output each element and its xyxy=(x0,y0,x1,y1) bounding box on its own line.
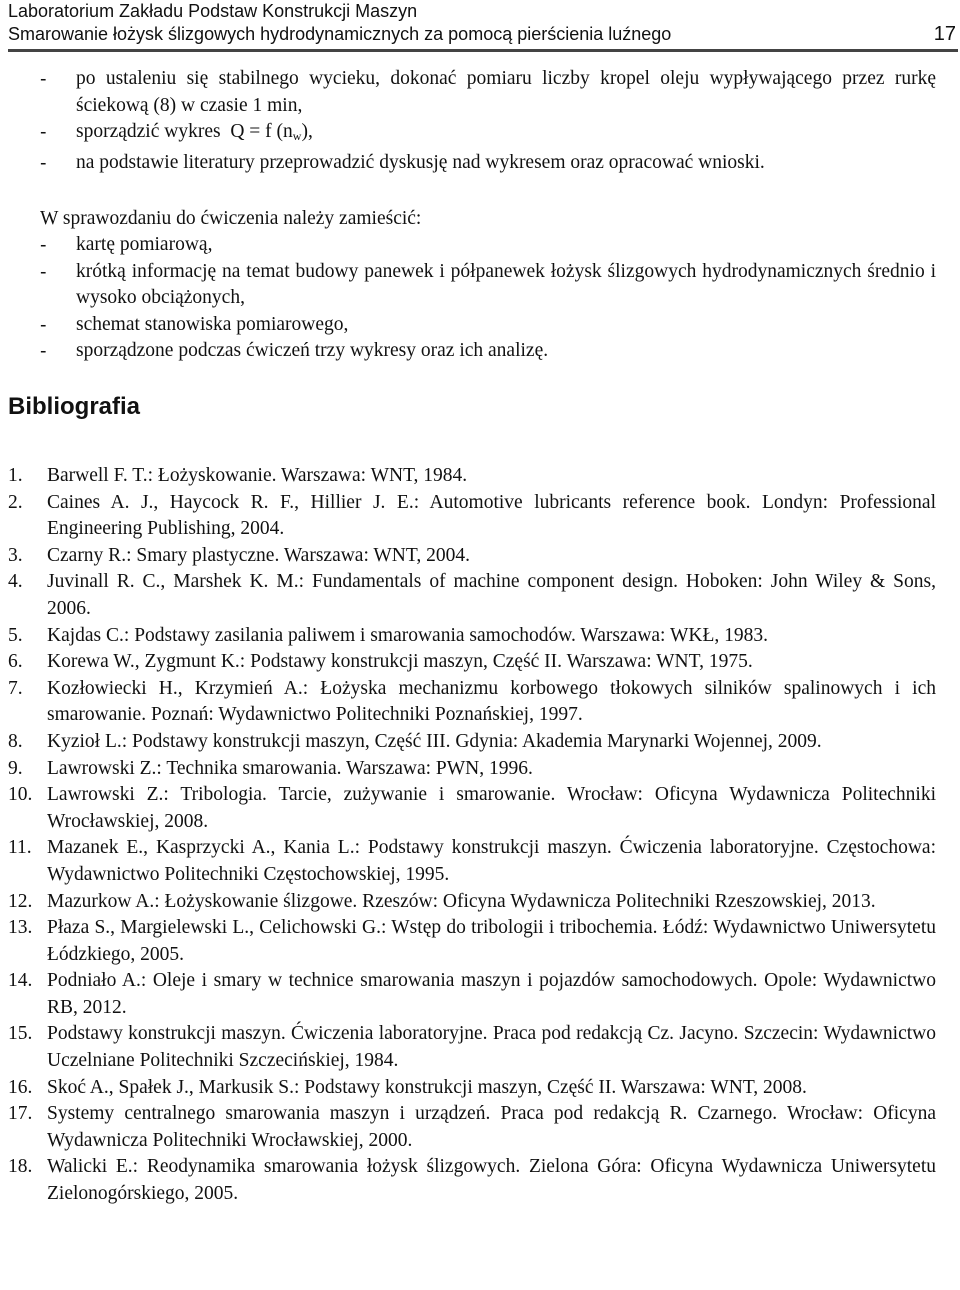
report-item: - krótką informację na temat budowy panewek i półpanewek łożysk ślizgowych hydrodynamicznych średnio i wysoko obciążonych, xyxy=(40,260,936,308)
reference-item: 15. Podstawy konstrukcji maszyn. Ćwiczenia laboratoryjne. Praca pod redakcją Cz. Jacyno. Szczecin: Wydawnictwo Uczelniane Politechniki Szczecińskiej, 1984. xyxy=(8,1023,936,1072)
reference-item: 16. Skoć A., Spałek J., Markusik S.: Podstawy konstrukcji maszyn, Część II. Warszawa: WNT, 2008. xyxy=(8,1076,807,1098)
report-requirements xyxy=(40,205,936,365)
formula xyxy=(225,121,312,142)
reference-item: 14. Podniało A.: Oleje i smary w technice smarowania maszyn i pojazdów samochodowych. Opole: Wydawnictwo RB, 2012. xyxy=(8,970,936,1018)
report-intro: W sprawozdaniu do ćwiczenia należy zamieścić: xyxy=(40,208,422,229)
reference-item: 13. Płaza S., Margielewski L., Celichowski G.: Wstęp do tribologii i tribochemia. Łódź: Wydawnictwo Uniwersytetu Łódzkiego, 2005. xyxy=(8,917,936,965)
reference-item: 5. Kajdas C.: Podstawy zasilania paliwem i smarowania samochodów. Warszawa: WKŁ, 1983. xyxy=(8,624,769,646)
bibliography-list xyxy=(8,463,936,1208)
report-item: - schemat stanowiska pomiarowego, xyxy=(40,313,349,336)
reference-item: 7. Kozłowiecki H., Krzymień A.: Łożyska mechanizmu korbowego tłokowych silników spalinowych i ich smarowanie. Poznań: Wydawnictwo Politechniki Poznańskiej, 1997. xyxy=(8,677,936,726)
step-text: po ustaleniu się stabilnego wycieku, dokonać pomiaru liczby kropel oleju wypływającego przez rurkę ściekową (8) w czasie 1 min, xyxy=(76,68,936,116)
header-lab-name: Laboratorium Zakładu Podstaw Konstrukcji Maszyn xyxy=(8,1,418,21)
report-item: - sporządzone podczas ćwiczeń trzy wykresy oraz ich analizę. xyxy=(40,340,549,362)
reference-item: 9. Lawrowski Z.: Technika smarowania. Warszawa: PWN, 1996. xyxy=(8,757,533,779)
formula-lhs: Q = f (n xyxy=(230,121,293,142)
procedure-steps xyxy=(40,66,936,176)
reference-item: 10. Lawrowski Z.: Tribologia. Tarcie, zużywanie i smarowanie. Wrocław: Oficyna Wydawnicza Politechniki Wrocławskiej, 2008. xyxy=(8,784,936,832)
formula-rhs: ), xyxy=(301,121,313,142)
reference-item: 18. Walicki E.: Reodynamika smarowania łożysk ślizgowych. Zielona Góra: Oficyna Wydawnicza Uniwersytetu Zielonogórskiego, 2005. xyxy=(8,1156,936,1205)
reference-item: 1. Barwell F. T.: Łożyskowanie. Warszawa: WNT, 1984. xyxy=(8,465,468,486)
reference-item: 11. Mazanek E., Kasprzycki A., Kania L.: Podstawy konstrukcji maszyn. Ćwiczenia laboratoryjne. Częstochowa: Wydawnictwo Politechniki Częstochowskiej, 1995. xyxy=(8,837,936,885)
header-topic: Smarowanie łożysk ślizgowych hydrodynamicznych za pomocą pierścienia luźnego xyxy=(8,24,672,44)
header-divider xyxy=(8,49,958,52)
step-text: sporządzić wykres xyxy=(76,121,221,142)
reference-item: 12. Mazurkow A.: Łożyskowanie ślizgowe. Rzeszów: Oficyna Wydawnicza Politechniki Rzeszowskiej, 2013. xyxy=(8,890,876,912)
reference-item: 8. Kyzioł L.: Podstawy konstrukcji maszyn, Część III. Gdynia: Akademia Marynarki Wojennej, 2009. xyxy=(8,730,822,752)
page-header xyxy=(8,0,958,46)
reference-item: 2. Caines A. J., Haycock R. F., Hillier J. E.: Automotive lubricants reference book. Londyn: Professional Engineering Publishing, 2004. xyxy=(8,491,936,540)
page-number: 17 xyxy=(933,23,956,45)
report-item: - kartę pomiarową, xyxy=(40,234,213,256)
bibliography-title: Bibliografia xyxy=(8,393,141,420)
reference-item: 4. Juvinall R. C., Marshek K. M.: Fundamentals of machine component design. Hoboken: John Wiley & Sons, 2006. xyxy=(8,571,936,619)
formula-subscript: w xyxy=(292,129,302,143)
reference-item: 17. Systemy centralnego smarowania maszyn i urządzeń. Praca pod redakcją R. Czarnego. Wrocław: Oficyna Wydawnicza Politechniki Wrocławskiej, 2000. xyxy=(8,1103,936,1151)
reference-item: 6. Korewa W., Zygmunt K.: Podstawy konstrukcji maszyn, Część II. Warszawa: WNT, 1975. xyxy=(8,651,753,673)
step-text: na podstawie literatury przeprowadzić dyskusję nad wykresem oraz opracować wnioski. xyxy=(76,151,765,173)
step-item: - na podstawie literatury przeprowadzić dyskusję nad wykresem oraz opracować wnioski. xyxy=(40,151,765,174)
step-item: - sporządzić wykres Q = f $(n_w)$, xyxy=(40,121,313,143)
step-item: - po ustaleniu się stabilnego wycieku, dokonać pomiaru liczby kropel oleju wypływającego przez rurkę ściekową (8) w czasie 1 min, xyxy=(40,68,936,116)
reference-item: 3. Czarny R.: Smary plastyczne. Warszawa: WNT, 2004. xyxy=(8,544,470,566)
